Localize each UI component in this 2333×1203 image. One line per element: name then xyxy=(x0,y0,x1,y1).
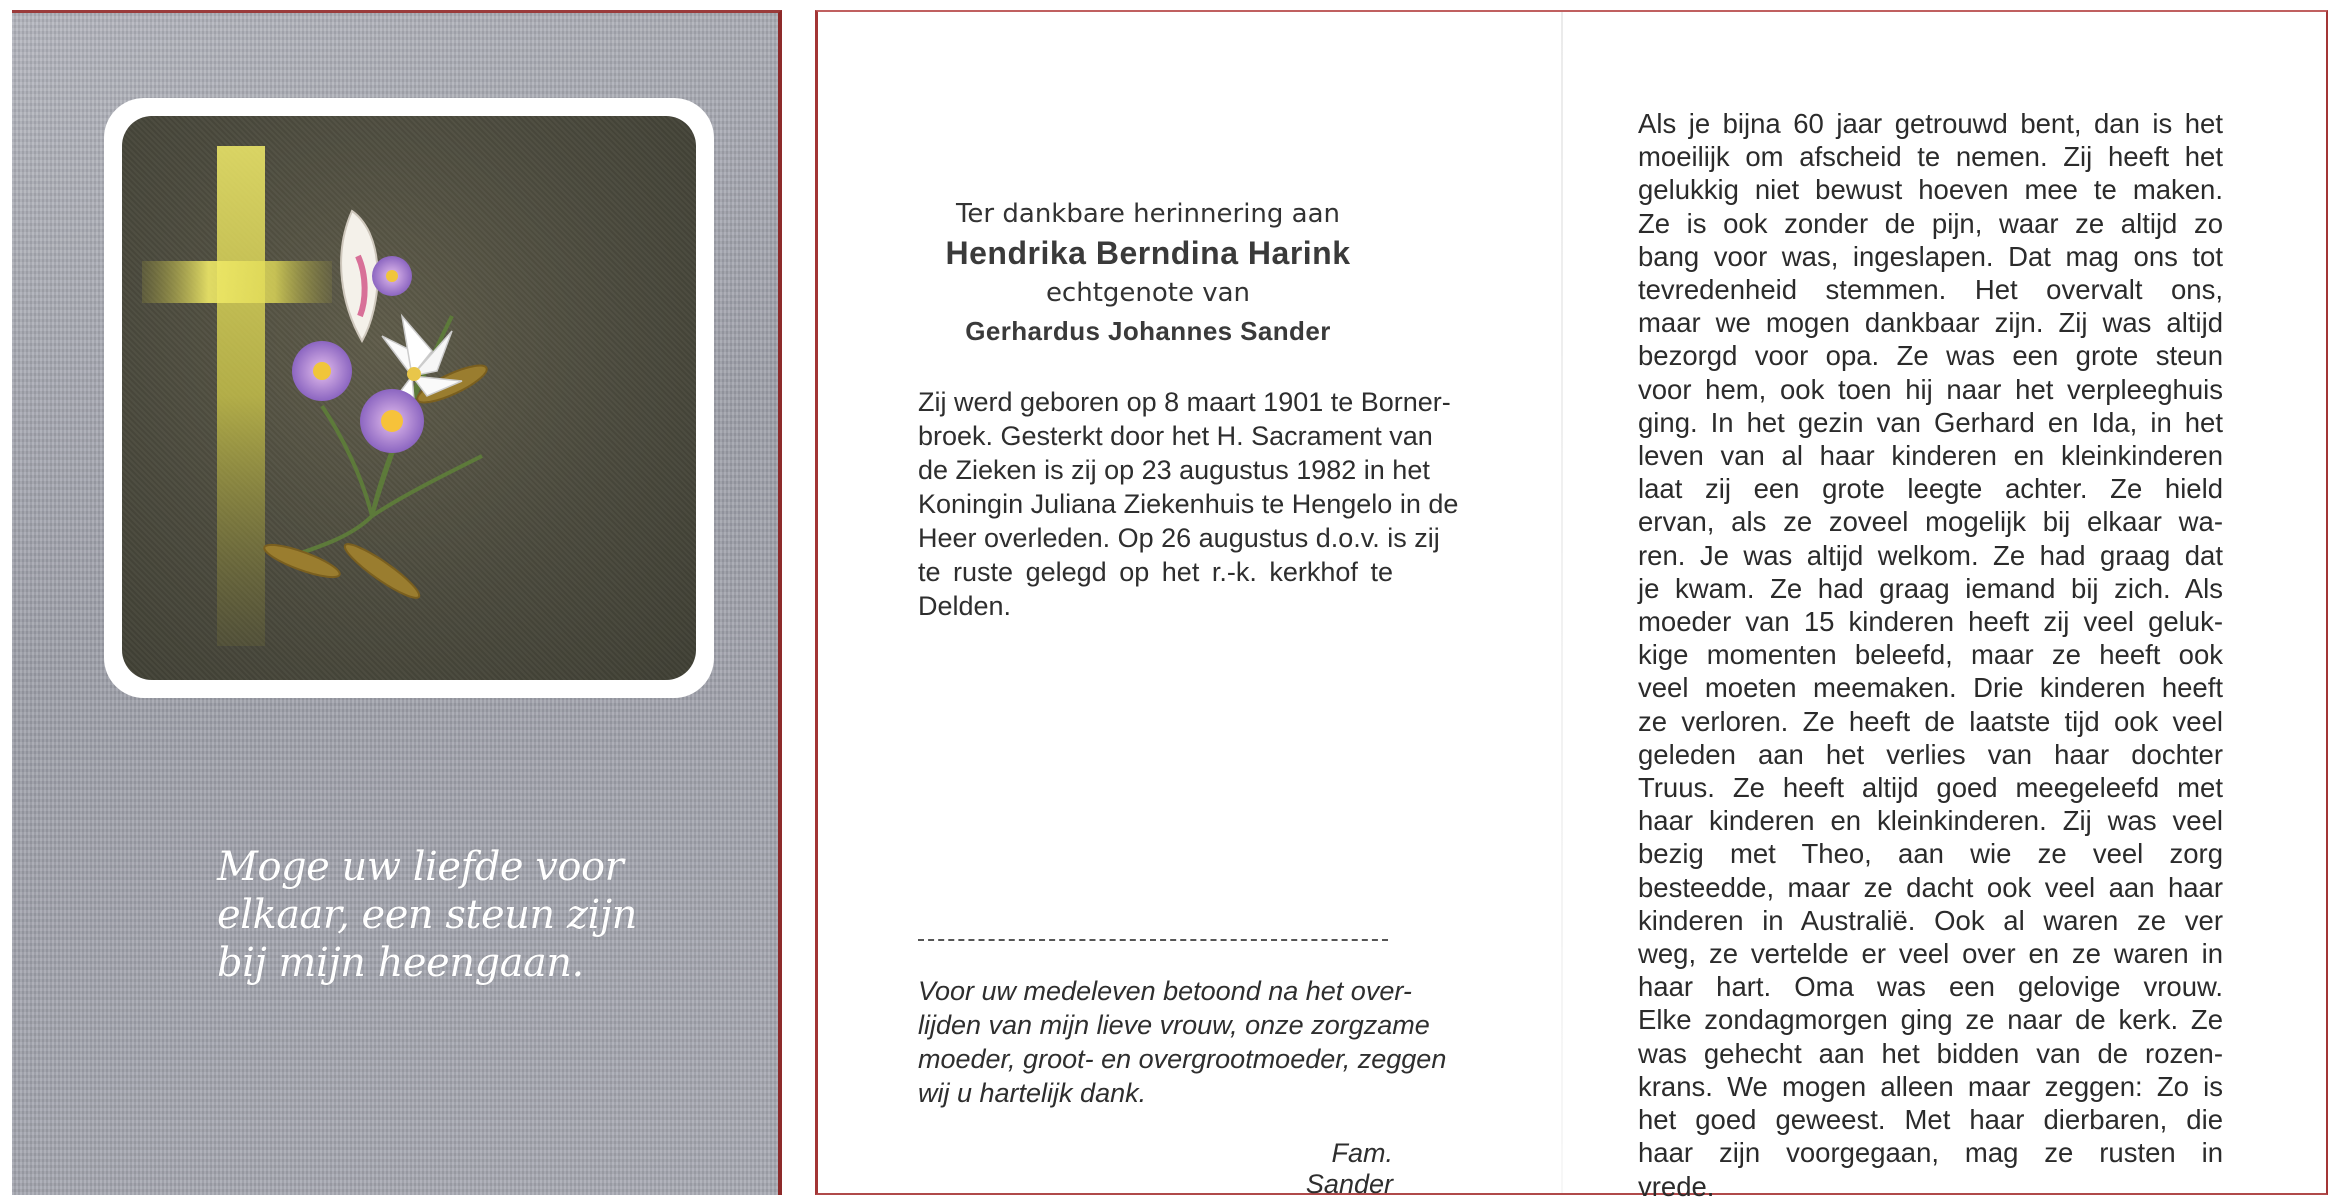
memorial-line: moeder van 15 kinderen heeft zij veel geluk- xyxy=(1638,606,2223,638)
biography-line: de Zieken is zij op 23 augustus 1982 in het xyxy=(918,455,1430,485)
verse-line: bij mijn heengaan. xyxy=(217,940,584,986)
memorial-text xyxy=(1638,107,2223,1203)
memorial-line: moeilijk om afscheid te nemen. Zij heeft het xyxy=(1638,141,2223,173)
memorial-line: bezig met Theo, aan wie ze veel zorg xyxy=(1638,838,2223,870)
memorial-line: ze verloren. Ze heeft de laatste tijd ook veel xyxy=(1638,705,2223,737)
biography-line: Koningin Juliana Ziekenhuis te Hengelo in de xyxy=(918,489,1459,519)
thanks-line: lijden van mijn lieve vrouw, onze zorgzame xyxy=(918,1010,1430,1040)
thanks-line: Voor uw medeleven betoond na het over- xyxy=(918,976,1412,1006)
memorial-line: laat zij een grote leegte achter. Ze hield xyxy=(1638,473,2223,505)
memorial-line: Als je bijna 60 jaar getrouwd bent, dan is het xyxy=(1638,108,2223,139)
verse-line: Moge uw liefde voor xyxy=(217,844,624,890)
memorial-line: was gehecht aan het bidden van de rozen- xyxy=(1638,1037,2223,1069)
memorial-line: bang voor was, ingeslapen. Dat mag ons tot xyxy=(1638,240,2223,272)
memorial-line: Ze is ook zonder de pijn, waar ze altijd zo xyxy=(1638,207,2223,239)
memorial-line: haar zijn voorgegaan, mag ze rusten in xyxy=(1638,1137,2223,1169)
memorial-line: ging. In het gezin van Gerhard en Ida, in het xyxy=(1638,406,2223,438)
memorial-line: Elke zondagmorgen ging ze naar de kerk. Ze xyxy=(1638,1004,2223,1036)
memorial-line: haar hart. Oma was een gelovige vrouw. xyxy=(1638,971,2223,1003)
memorial-line: maar we mogen dankbaar zijn. Zij was altijd xyxy=(1638,307,2223,339)
memorial-heading xyxy=(898,197,1398,351)
memorial-line: gelukkig niet bewust hoeven mee te maken. xyxy=(1638,174,2223,206)
biography-line: broek. Gesterkt door het H. Sacrament van xyxy=(918,421,1433,451)
thanks-line: moeder, groot- en overgrootmoeder, zeggen xyxy=(918,1044,1447,1074)
memorial-line: het goed geweest. Met haar dierbaren, die xyxy=(1638,1104,2223,1136)
card-front xyxy=(12,10,782,1195)
memorial-line: kinderen in Australië. Ook al waren ze ver xyxy=(1638,904,2223,936)
memorial-line: veel moeten meemaken. Drie kinderen heeft xyxy=(1638,672,2223,704)
deceased-name: Hendrika Berndina Harink xyxy=(945,235,1351,271)
memorial-line: vrede. xyxy=(1638,1170,1715,1202)
memorial-line: haar kinderen en kleinkinderen. Zij was veel xyxy=(1638,805,2223,837)
memorial-line: geleden aan het verlies van haar dochter xyxy=(1638,738,2223,770)
front-verse xyxy=(217,843,677,987)
memorial-line: ervan, als ze zoveel mogelijk bij elkaar wa- xyxy=(1638,506,2223,538)
card-inside xyxy=(815,10,2328,1202)
memorial-line: leven van al haar kinderen en kleinkinderen xyxy=(1638,440,2223,472)
memorial-line: voor hem, ook toen hij naar het verpleeghuis xyxy=(1638,373,2223,405)
memorial-line: krans. We mogen alleen maar zeggen: Zo is xyxy=(1638,1070,2223,1102)
memorial-line: kige momenten beleefd, maar ze heeft ook xyxy=(1638,639,2223,671)
memorial-line: Truus. Ze heeft altijd goed meegeleefd met xyxy=(1638,772,2223,804)
biography-paragraph xyxy=(918,385,1459,623)
heading-intro: Ter dankbare herinnering aan xyxy=(955,199,1341,229)
memorial-line: ren. Je was altijd welkom. Ze had graag dat xyxy=(1638,539,2223,571)
verse-line: elkaar, een steun zijn xyxy=(217,892,637,938)
thanks-paragraph xyxy=(918,974,1447,1110)
memorial-line: je kwam. Ze had graag iemand bij zich. Als xyxy=(1638,572,2223,604)
picture-frame xyxy=(104,98,714,698)
memorial-line: weg, ze vertelde er veel over en ze waren in xyxy=(1638,938,2223,970)
memorial-line: besteedde, maar ze dacht ook veel aan haar xyxy=(1638,871,2223,903)
biography-line: Delden. xyxy=(918,591,1012,621)
fold-line xyxy=(1561,12,1563,1193)
family-signature: Fam. Sander xyxy=(1305,1138,1393,1199)
cross-flowers-illustration xyxy=(122,116,696,680)
biography-line: te ruste gelegd op het r.-k. kerkhof te xyxy=(918,557,1393,587)
memorial-line: tevredenheid stemmen. Het overvalt ons, xyxy=(1638,274,2223,306)
thanks-line: wij u hartelijk dank. xyxy=(918,1078,1147,1108)
memorial-line: bezorgd voor opa. Ze was een grote steun xyxy=(1638,340,2223,372)
divider xyxy=(918,939,1388,941)
biography-line: Heer overleden. Op 26 augustus d.o.v. is zij xyxy=(918,523,1440,553)
spouse-label: echtgenote van xyxy=(1045,278,1251,308)
biography-line: Zij werd geboren op 8 maart 1901 te Borner- xyxy=(918,387,1451,417)
spouse-name: Gerhardus Johannes Sander xyxy=(965,316,1331,346)
